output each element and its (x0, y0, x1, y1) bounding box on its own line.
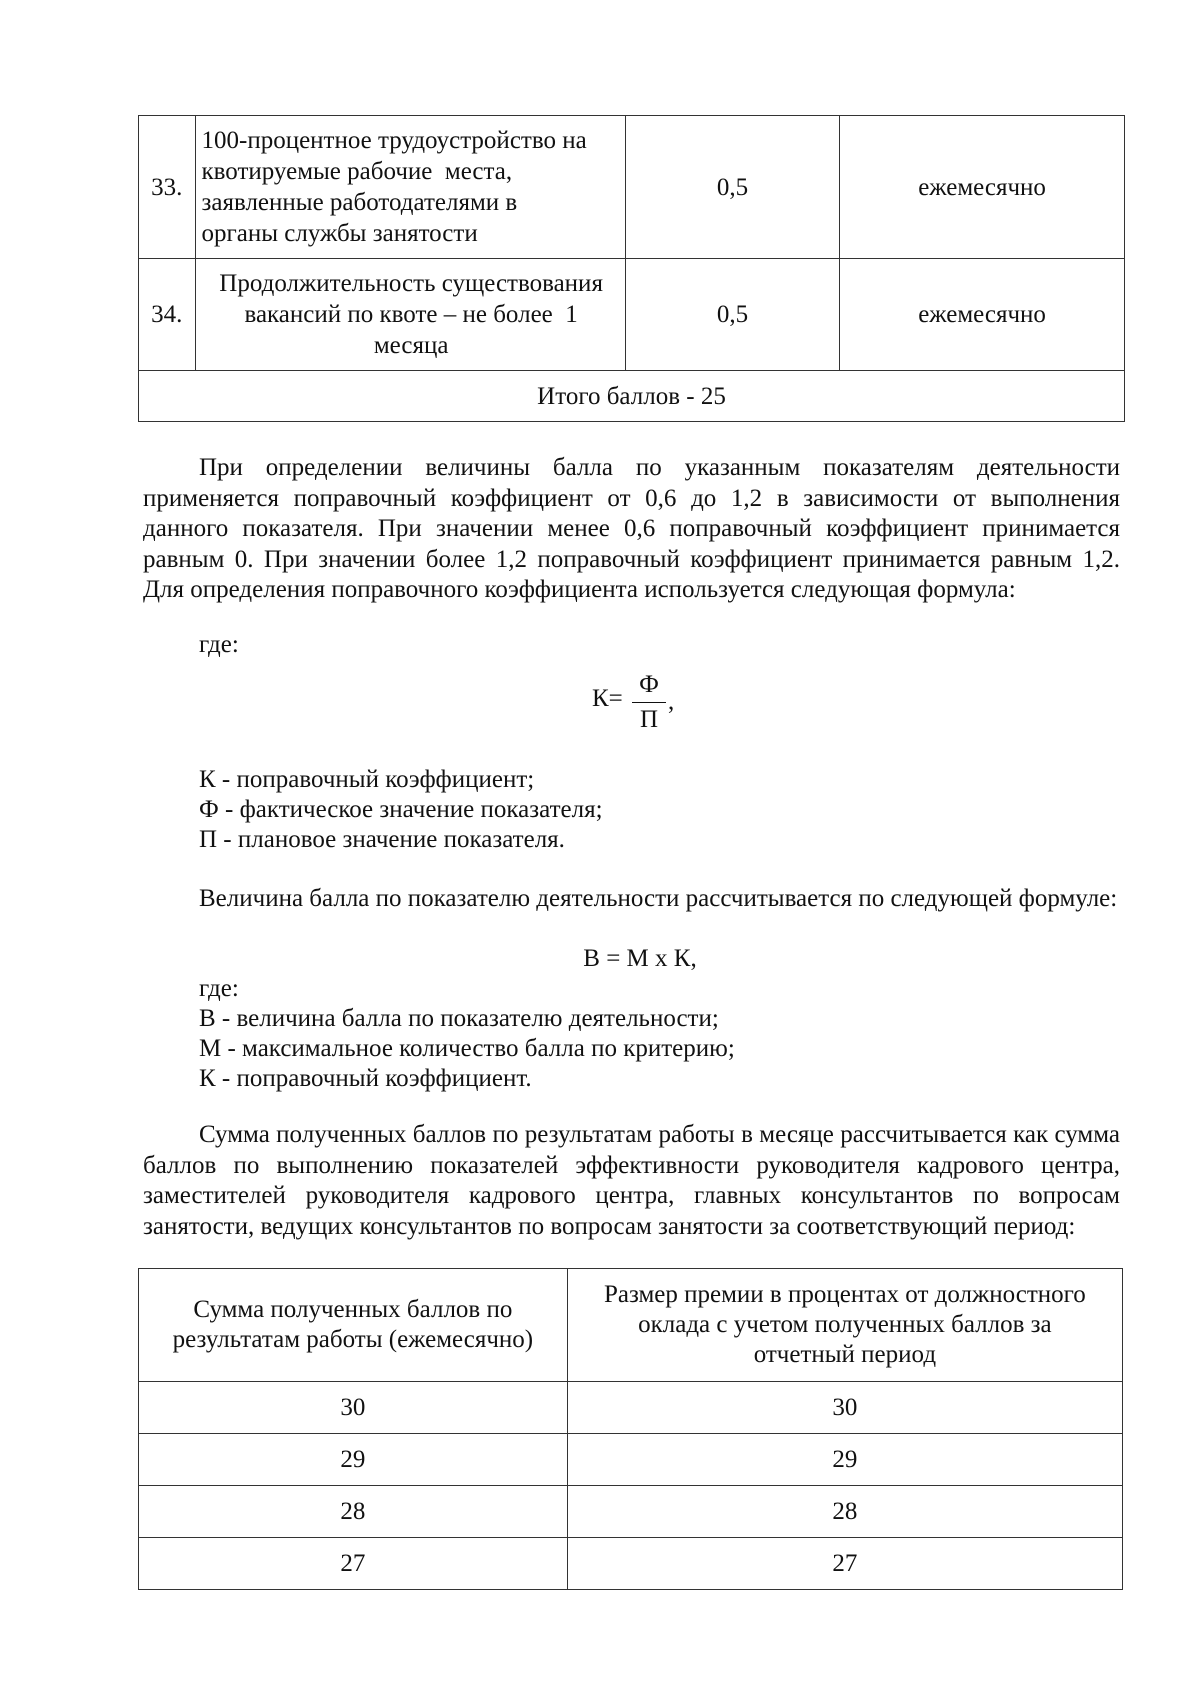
header-line: отчетный период (753, 1341, 937, 1368)
where-label: где: (199, 975, 239, 1002)
fraction-bar (632, 702, 666, 703)
indicator-line: органы службы занятости (201, 220, 478, 247)
score-cell: 30 (139, 1382, 568, 1434)
bonus-cell: 27 (567, 1538, 1122, 1590)
indicator-line: месяца (373, 332, 449, 359)
indicator-period: ежемесячно (840, 116, 1125, 259)
indicator-name (195, 116, 625, 259)
indicator-value: 0,5 (625, 116, 839, 259)
bonus-cell: 29 (567, 1434, 1122, 1486)
indicator-line: Продолжительность существования (219, 270, 603, 297)
definition-line: В - величина балла по показателю деятельности; (199, 1005, 719, 1032)
indicator-value: 0,5 (625, 259, 839, 371)
table-row (139, 1382, 1123, 1434)
paragraph-sum: Сумма полученных баллов по результатам работы в месяце рассчитывается как сумма баллов по выполнению показателей эффективности руководителя кадрового центра, заместителей руководителя кадрового центра, главных консультантов по вопросам занятости, ведущих консультантов по вопросам занятости за соответствующий период: (143, 1121, 1120, 1240)
formula-score (0, 944, 1200, 974)
bonus-table (138, 1268, 1123, 1590)
bonus-cell: 30 (567, 1382, 1122, 1434)
table-row (139, 116, 1125, 259)
formula-numerator: Ф (639, 671, 659, 698)
score-cell: 29 (139, 1434, 568, 1486)
row-number: 33. (139, 116, 196, 259)
indicator-line: заявленные работодателями в (201, 189, 518, 216)
formula-tail: , (668, 688, 675, 715)
formula-denominator: П (639, 706, 659, 733)
table-header-row (139, 1269, 1123, 1382)
header-score (139, 1269, 568, 1382)
where-label: где: (199, 631, 239, 658)
indicator-line: 100-процентное трудоустройство на (201, 127, 587, 154)
paragraph-coefficient: При определении величины балла по указанным показателям деятельности применяется поправочный коэффициент от 0,6 до 1,2 в зависимости от выполнения данного показателя. При значении менее 0,6 поправочный коэффициент принимается равным 0. При значении более 1,2 поправочный коэффициент принимается равным 1,2. Для определения поправочного коэффициента используется следующая формула: (143, 454, 1120, 603)
indicators-table (138, 115, 1125, 422)
formula-fraction (632, 670, 666, 735)
table-row (139, 1434, 1123, 1486)
indicator-line: квотируемые рабочие места, (201, 158, 513, 185)
definition-line: П - плановое значение показателя. (199, 826, 565, 853)
row-number: 34. (139, 259, 196, 371)
definition-line: К - поправочный коэффициент. (199, 1065, 532, 1092)
total-score: Итого баллов - 25 (139, 371, 1125, 422)
score-cell: 27 (139, 1538, 568, 1590)
formula-lhs: К= (592, 685, 623, 712)
indicator-name (195, 259, 625, 371)
total-row (139, 371, 1125, 422)
definition-line: Ф - фактическое значение показателя; (199, 796, 603, 823)
bonus-cell: 28 (567, 1486, 1122, 1538)
indicator-line: вакансий по квоте – не более 1 (244, 301, 578, 328)
definition-line: М - максимальное количество балла по критерию; (199, 1035, 735, 1062)
score-cell: 28 (139, 1486, 568, 1538)
header-line: оклада с учетом полученных баллов за (638, 1311, 1052, 1338)
table-row (139, 1486, 1123, 1538)
indicator-period: ежемесячно (840, 259, 1125, 371)
header-line: результатам работы (ежемесячно) (172, 1326, 534, 1353)
paragraph-score: Величина балла по показателю деятельности рассчитывается по следующей формуле: (199, 885, 1118, 912)
table-row (139, 1538, 1123, 1590)
header-line: Сумма полученных баллов по (193, 1296, 513, 1323)
formula-score-text: В = М х К, (583, 945, 697, 972)
table-row (139, 259, 1125, 371)
header-line: Размер премии в процентах от должностного (603, 1281, 1086, 1308)
definition-line: К - поправочный коэффициент; (199, 766, 535, 793)
header-bonus (567, 1269, 1122, 1382)
